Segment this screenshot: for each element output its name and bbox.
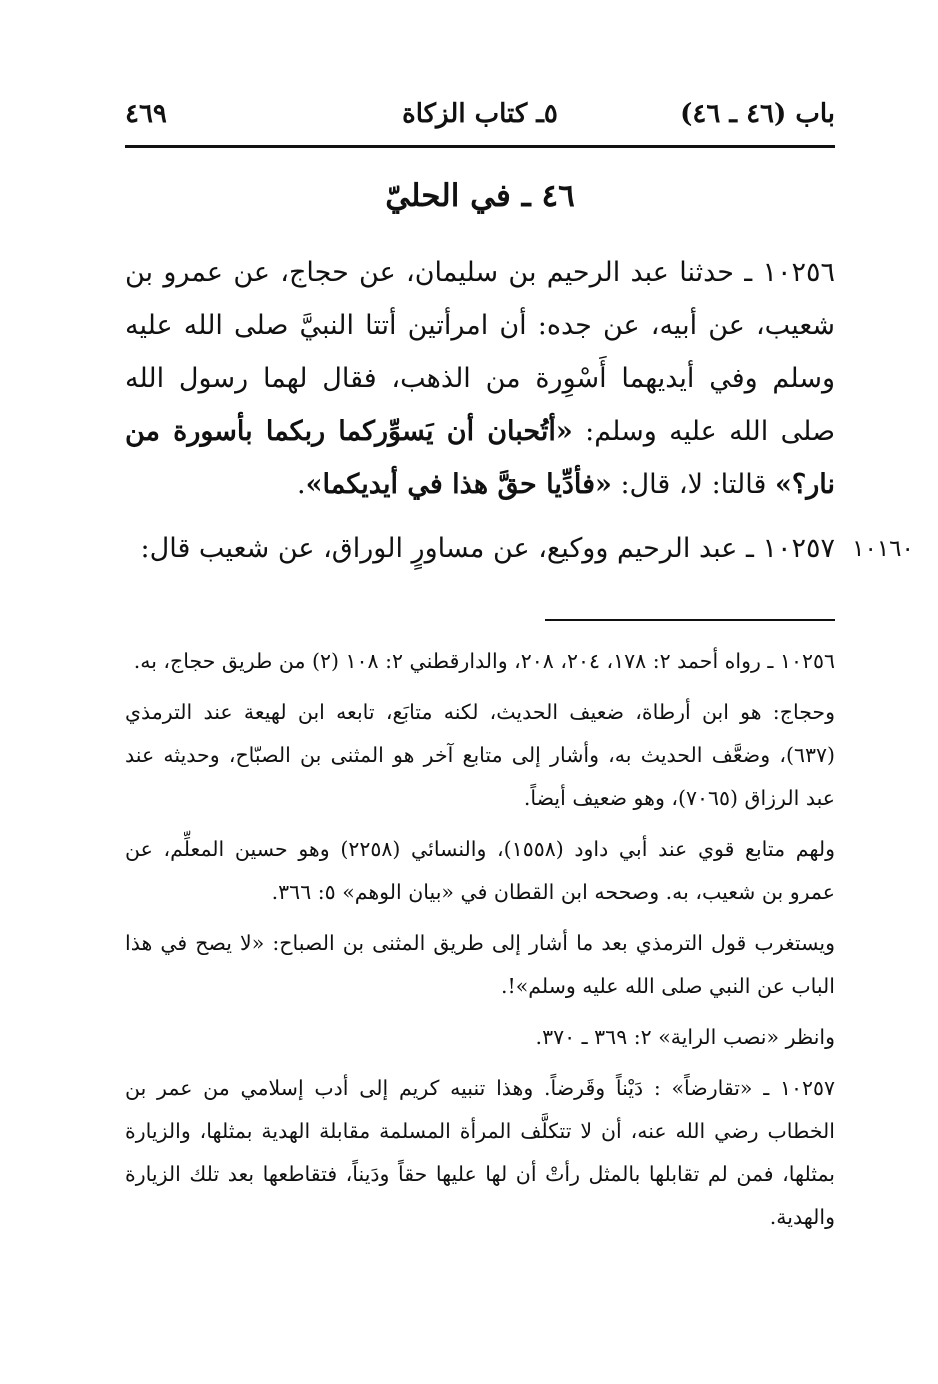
chapter-reference: باب (٤٦ ـ ٤٦) xyxy=(680,99,835,129)
hadith-10256-quote-1: «أتُحبان أن يَسوِّركما ربكما بأسورة من نار؟» xyxy=(125,416,835,500)
hadith-10256-quote-2: «فأدِّيا حقَّ هذا في أيديكما» xyxy=(305,469,612,500)
footnote-tirmidhi-remark: ويستغرب قول الترمذي بعد ما أشار إلى طريق المثنى بن الصباح: «لا يصح في هذا الباب عن النبي صلى الله عليه وسلم»!. xyxy=(125,931,835,998)
hadith-10256 xyxy=(125,246,835,511)
hadith-10256-response: قالتا: لا، قال: xyxy=(611,469,775,500)
footnote-separator xyxy=(545,619,835,621)
hadith-10256-narration: ١٠٢٥٦ ـ حدثنا عبد الرحيم بن سليمان، عن حجاج، عن عمرو بن شعيب، عن أبيه، عن جده: أن امرأتين أتتا النبيَّ صلى الله عليه وسلم وفي أيديهما أَسْوِرة من الذهب، فقال لهما رسول الله صلى الله عليه وسلم: xyxy=(125,257,835,447)
hadith-10256-paragraph xyxy=(125,246,835,511)
hadith-10257: ١٠٢٥٧ ـ عبد الرحيم ووكيع، عن مساورٍ الوراق، عن شعيب قال: xyxy=(140,533,835,564)
footnote-10256-source: ١٠٢٥٦ ـ رواه أحمد ٢: ١٧٨، ٢٠٤، ٢٠٨، والدارقطني ٢: ١٠٨ (٢) من طريق حجاج، به. xyxy=(133,649,835,673)
hadith-10256-end: . xyxy=(297,469,306,500)
page-number: ٤٦٩ xyxy=(125,99,167,129)
header-rule xyxy=(125,145,835,148)
footnote-strong-follower: ولهم متابع قوي عند أبي داود (١٥٥٨)، والنسائي (٢٢٥٨) وهو حسين المعلِّم، عن عمرو بن شعيب، به. وصححه ابن القطان في «بيان الوهم» ٥: ٣٦٦. xyxy=(125,837,835,904)
footnotes xyxy=(125,640,835,1247)
footnote-hajjaj: وحجاج: هو ابن أرطاة، ضعيف الحديث، لكنه متابَع، تابعه ابن لهيعة عند الترمذي (٦٣٧)، وضعَّف الحديث به، وأشار إلى متابع آخر هو المثنى بن الصبّاح، وحديثه عند عبد الرزاق (٧٠٦٥)، وهو ضعيف أيضاً. xyxy=(125,700,835,810)
running-header xyxy=(125,92,835,140)
footnote-see-also: وانظر «نصب الراية» ٢: ٣٦٩ ـ ٣٧٠. xyxy=(535,1025,835,1049)
footnote-10257: ١٠٢٥٧ ـ «تقارضاً» : دَيْناً وقَرضاً. وهذا تنبيه كريم إلى أدب إسلامي من عمر بن الخطاب رضي الله عنه، أن لا تتكلَّف المرأة المسلمة مقابلة الهدية بمثلها، والزيارة بمثلها، فمن لم تقابلها بالمثل رأتْ أن لها عليها حقاً ودَيناً، فتقاطعها بعد تلك الزيارة والهدية. xyxy=(125,1076,835,1229)
section-title: ٤٦ ـ في الحليّ xyxy=(385,178,575,214)
book-title: ٥ـ كتاب الزكاة xyxy=(402,99,558,129)
margin-number: ١٠١٦٠ xyxy=(852,536,914,562)
